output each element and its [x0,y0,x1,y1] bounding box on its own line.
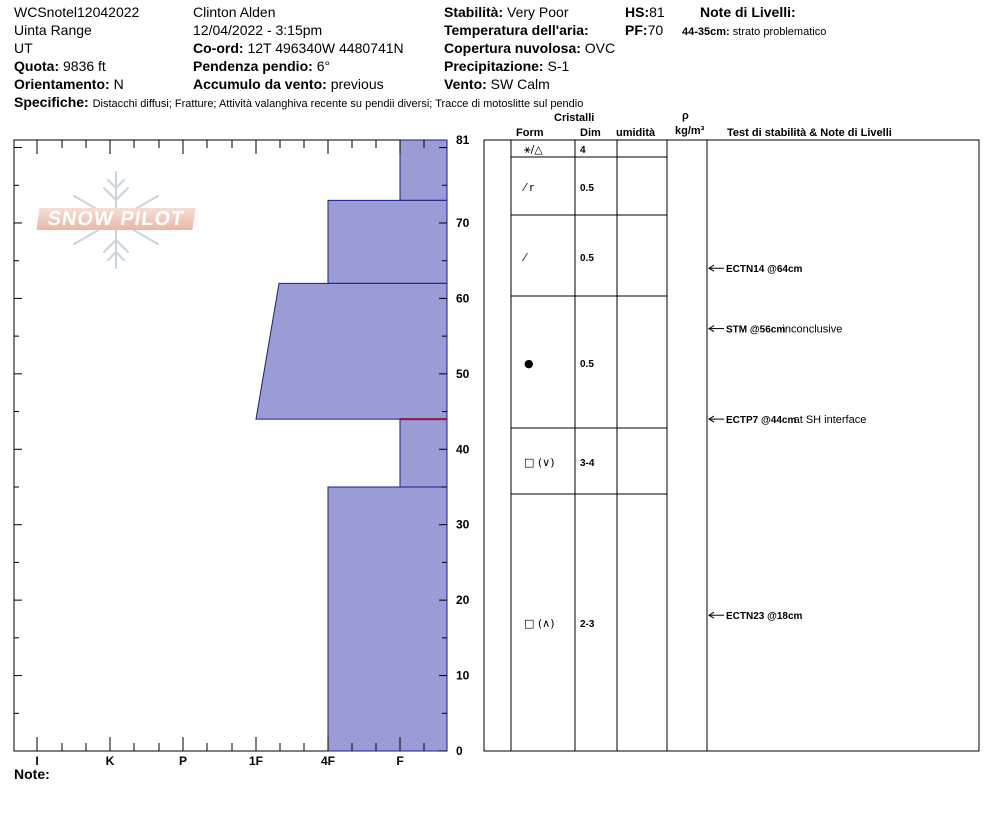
depth-label-30: 30 [456,517,470,532]
hardness-label-P: P [178,754,188,768]
depth-label-20: 20 [456,593,470,608]
aspect-label: Orientamento: [14,76,110,92]
hardness-label-F: F [396,754,404,768]
site-name: WCSnotel12042022 [14,4,140,20]
form-header: Form [516,127,544,139]
cloud-cover-value: OVC [584,40,616,56]
moisture-header: umidità [616,127,656,139]
layer-note-text: strato problematico [732,26,827,38]
test-label-1: STM @56cm [726,324,786,336]
slope-value: 6° [316,58,331,74]
crystal-form-0: ⚹/△ [524,143,543,156]
air-temperature-label: Temperatura dell'aria: [444,22,589,38]
specifics-label: Specifiche: [14,94,89,110]
crystal-size-0: 4 [580,145,586,156]
layer-notes-label: Note di Livelli: [700,4,796,20]
snow-height-label: HS: [625,4,650,20]
cloud-cover-label: Copertura nuvolosa: [444,40,581,56]
depth-label-10: 10 [456,668,470,683]
depth-label-50: 50 [456,366,470,381]
depth-label-81: 81 [456,133,470,147]
hardness-layer-3 [400,419,447,487]
snowpilot-logo: SNOW PILOT [36,208,195,230]
hardness-layer-1 [328,200,447,283]
crystal-size-5: 2-3 [580,619,595,630]
depth-label-60: 60 [456,291,470,306]
crystal-form-2: ⁄ [524,251,526,264]
hardness-label-I: I [35,754,39,768]
hardness-label-4F: 4F [320,754,336,768]
depth-label-40: 40 [456,442,470,457]
coordinates-value: 12T 496340W 4480741N [247,40,404,56]
layer-note-range: 44-35cm: [682,26,730,38]
precipitation-label: Precipitazione: [444,58,544,74]
test-note-2: at SH interface [793,414,867,427]
wind-loading-value: previous [330,76,384,92]
test-label-2: ECTP7 @44cm [726,415,797,427]
test-label-0: ECTN14 @64cm [726,264,803,276]
state-name: UT [14,40,33,56]
crystal-form-4: □ (∨) [524,456,555,469]
snow-height-value: 81 [649,4,665,20]
specifics-text: Distacchi diffusi; Fratture; Attività valanghiva recente su pendii diversi; Tracce di motoslitte sul pendio [92,98,584,110]
precipitation-value: S-1 [547,58,570,74]
crystal-size-4: 3-4 [580,458,595,469]
crystal-form-5: □ (∧) [524,617,555,630]
size-header: Dim [580,127,601,139]
density-header: ρ [682,110,689,122]
crystal-size-3: 0.5 [580,359,594,370]
test-note-1: inconclusive [782,323,843,336]
crystal-size-2: 0.5 [580,253,594,264]
hardness-layer-2 [256,283,447,419]
crystals-header: Cristalli [554,112,595,124]
crystal-form-3: ● [524,357,534,370]
wind-label: Vento: [444,76,487,92]
layer-table-frame [484,140,979,751]
coordinates-label: Co-ord: [193,40,244,56]
wind-value: SW Calm [490,76,550,92]
note-label: Note: [14,766,50,782]
tests-header: Test di stabilità & Note di Livelli [727,127,892,139]
slope-label: Pendenza pendio: [193,58,313,74]
density-unit: kg/m³ [675,125,705,137]
depth-label-70: 70 [456,215,470,230]
stability-label: Stabilità: [444,4,504,20]
crystal-size-1: 0.5 [580,183,594,194]
hardness-label-K: K [105,754,115,768]
elevation-label: Quota: [14,58,60,74]
range-name: Uinta Range [14,22,92,38]
penetration-label: PF: [625,22,648,38]
hardness-layer-4 [328,487,447,751]
observation-datetime: 12/04/2022 - 3:15pm [193,22,323,38]
elevation-value: 9836 ft [63,58,106,74]
wind-loading-label: Accumulo da vento: [193,76,327,92]
penetration-value: 70 [647,22,664,38]
crystal-form-1: ⁄ r [524,181,534,194]
test-label-3: ECTN23 @18cm [726,611,803,623]
aspect-value: N [113,76,124,92]
observer-name: Clinton Alden [193,4,276,20]
hardness-layer-0 [400,140,447,200]
depth-label-0: 0 [456,744,463,758]
stability-value: Very Poor [507,4,569,20]
hardness-label-1F: 1F [248,754,264,768]
